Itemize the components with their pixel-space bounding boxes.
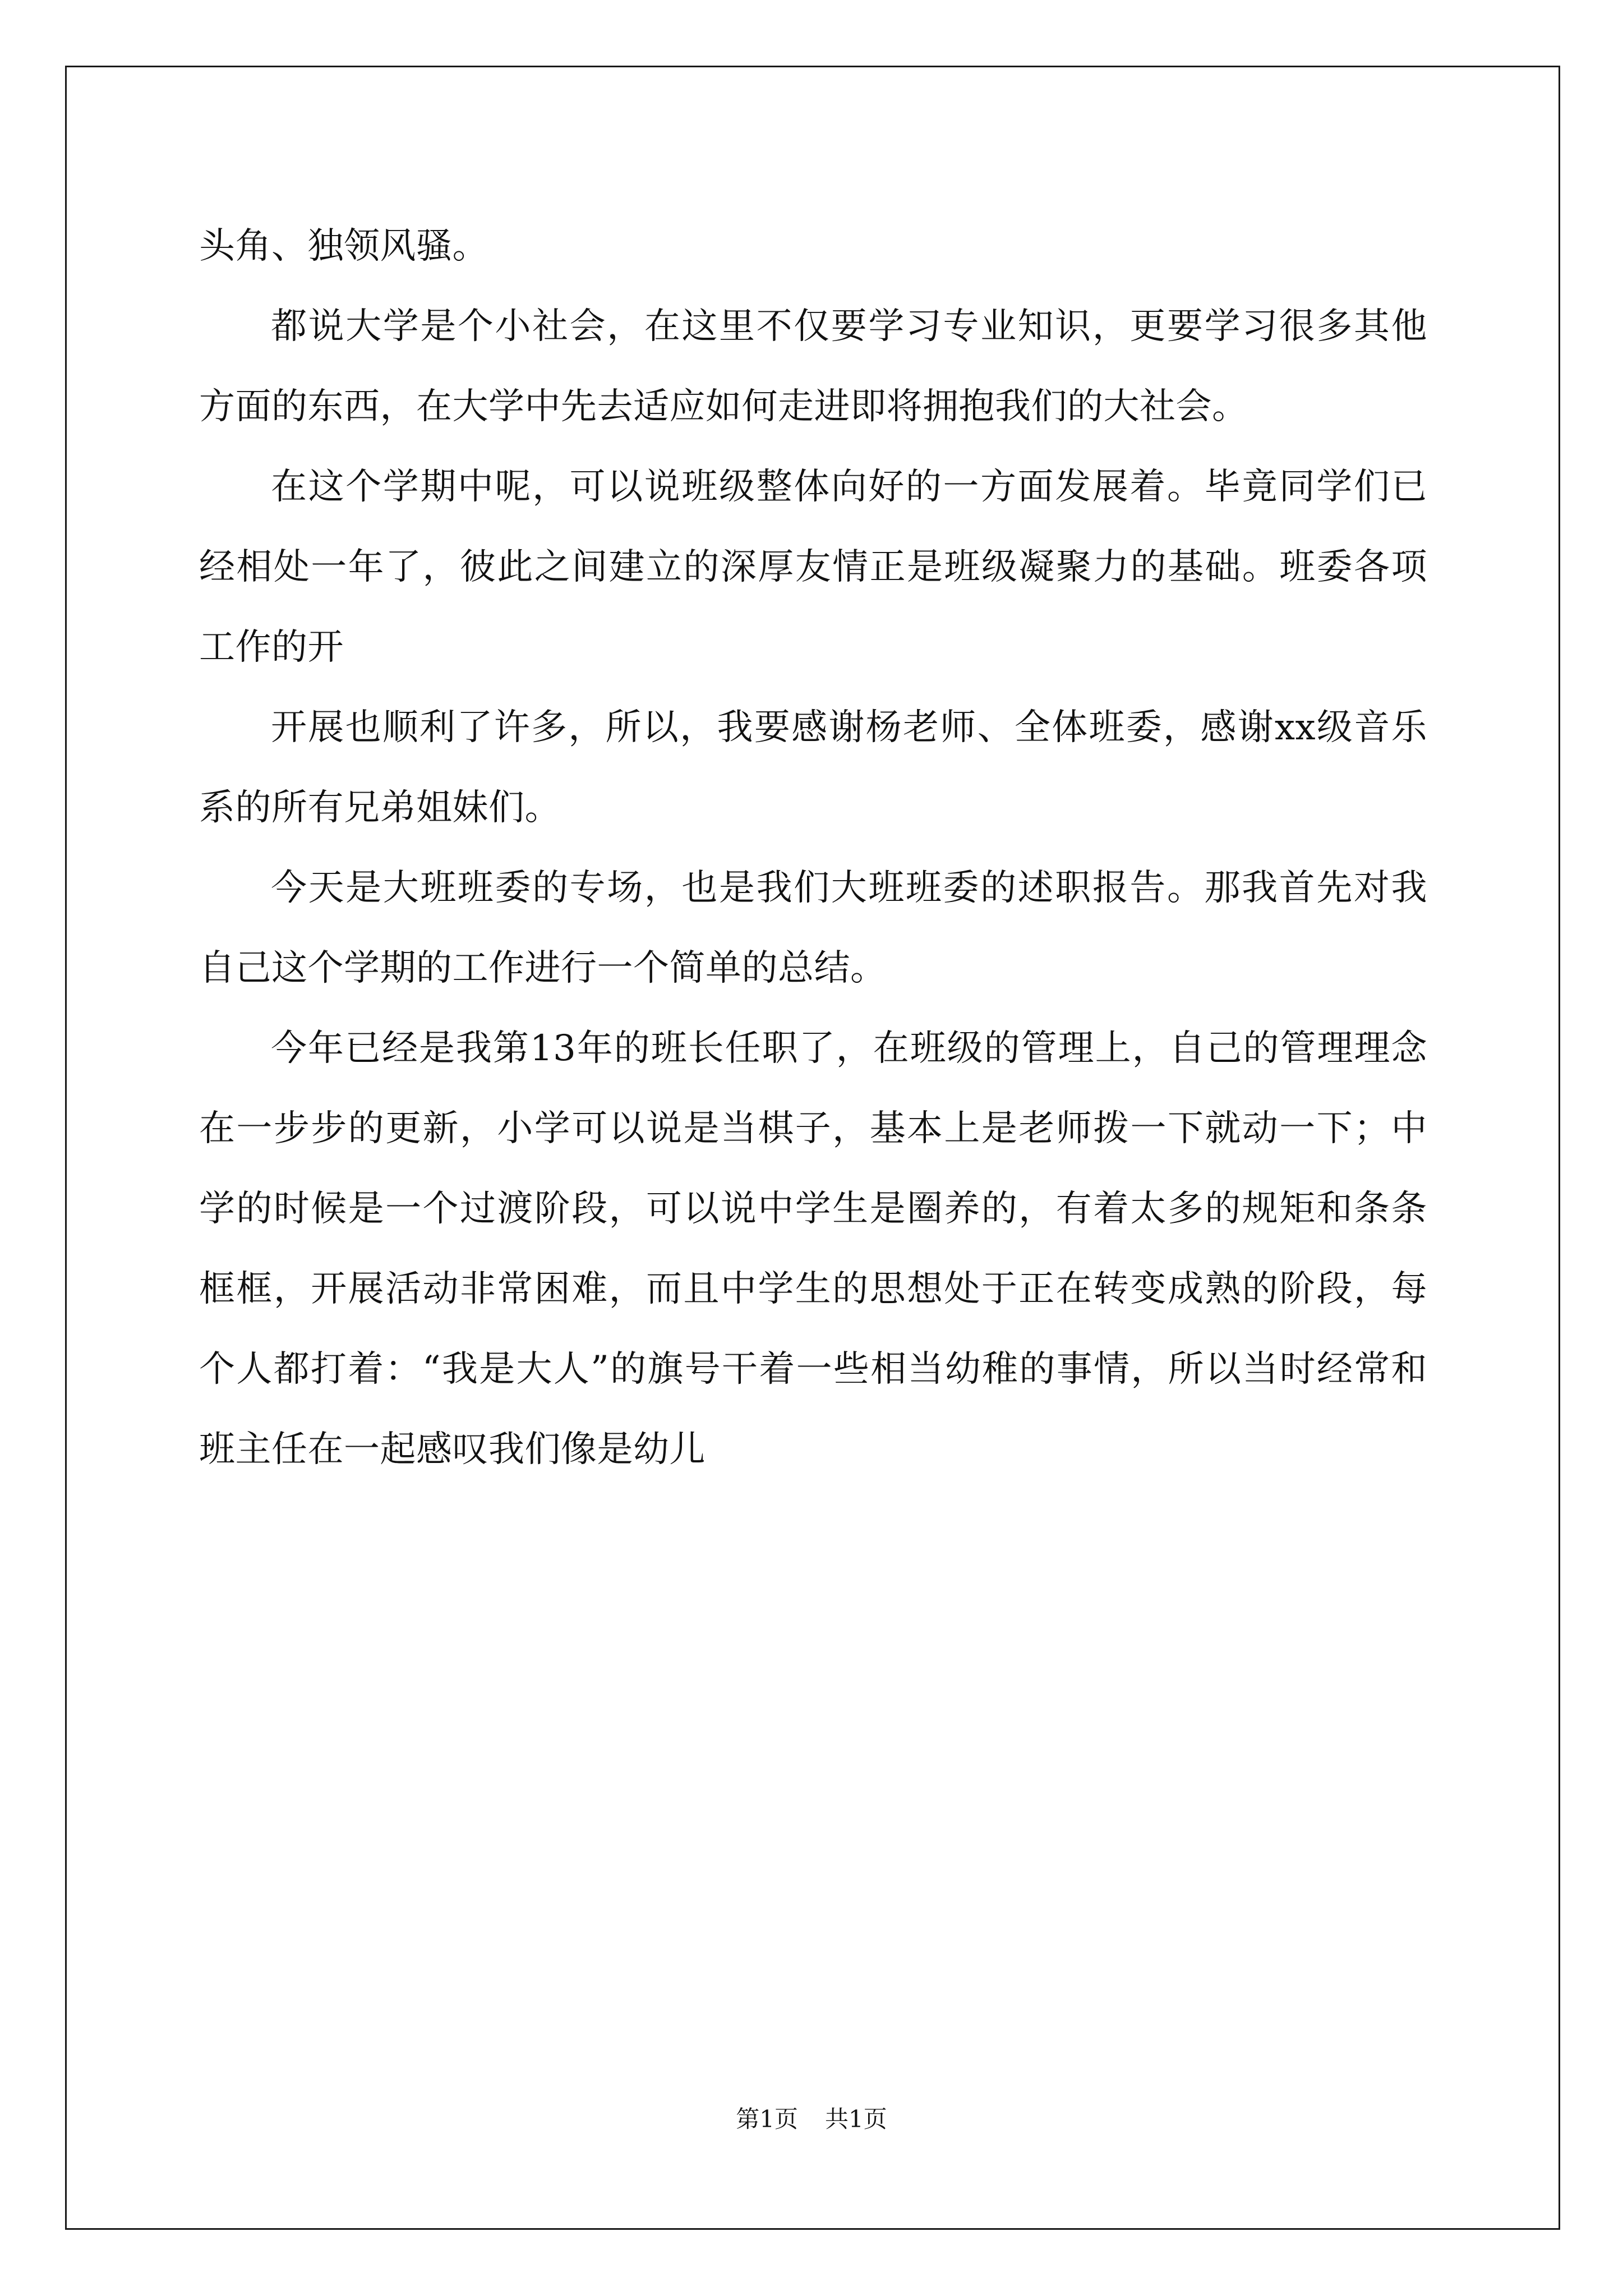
page-footer [0, 2104, 1623, 2135]
page-number: 第1页 [736, 2105, 798, 2133]
paragraph-thanks: 开展也顺利了许多，所以，我要感谢杨老师、全体班委，感谢xx级音乐系的所有兄弟姐妹们。 [199, 707, 1427, 829]
paragraph-semester-development: 在这个学期中呢，可以说班级整体向好的一方面发展着。毕竟同学们已经相处一年了，彼此之间建立的深厚友情正是班级凝聚力的基础。班委各项工作的开 [199, 466, 1427, 668]
document-body [199, 206, 1427, 1490]
paragraph-university-society: 都说大学是个小社会，在这里不仅要学习专业知识，更要学习很多其他方面的东西，在大学中先去适应如何走进即将拥抱我们的大社会。 [199, 306, 1427, 427]
page-total: 共1页 [825, 2105, 887, 2133]
paragraph-continuation: 头角、独领风骚。 [199, 226, 488, 267]
paragraph-report-intro: 今天是大班班委的专场，也是我们大班班委的述职报告。那我首先对我自己这个学期的工作进行一个简单的总结。 [199, 867, 1427, 989]
paragraph-monitor-experience: 今年已经是我第13年的班长任职了，在班级的管理上，自己的管理理念在一步步的更新，小学可以说是当棋子，基本上是老师拨一下就动一下；中学的时候是一个过渡阶段，可以说中学生是圈养的，有着太多的规矩和条条框框，开展活动非常困难，而且中学生的思想处于正在转变成熟的阶段，每个人都打着：“我是大人”的旗号干着一些相当幼稚的事情，所以当时经常和班主任在一起感叹我们像是幼儿 [199, 1028, 1427, 1470]
